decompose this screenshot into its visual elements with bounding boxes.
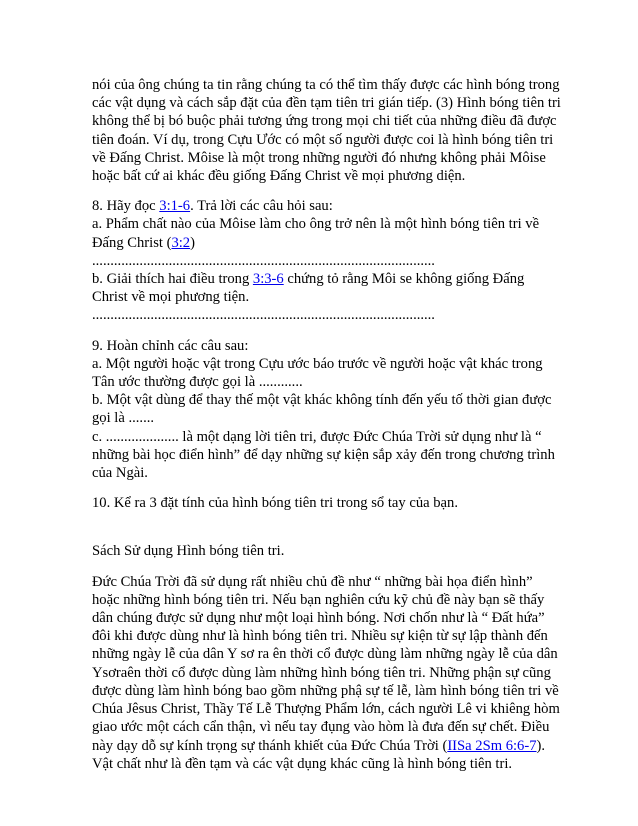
section-body: Đức Chúa Trời đã sử dụng rất nhiều chủ đề như “ những bài họa điển hình” hoặc những hình bóng tiên tri. Nếu bạn nghiên cứu kỹ chủ đề này bạn sẽ thấy dân chúng được sử dụng như một loại hình bóng. Nơi chốn như là “ Đất hứa” đôi khi được dùng như là hình bóng tiên tri. Nhiều sự kiện từ sự lập thành đến những ngày lễ của dân Y sơ ra ên thời cổ được dùng làm những ngày lễ của dân Ysơraên thời cổ được dùng làm những hình bóng tiên tri. Những phận sự cũng được dùng làm hình bóng bao gồm những phậ sự tế lễ, làm hình bóng tiên tri về Chúa Jêsus Christ, Thầy Tế Lễ Thượng Phẩm lớn, cách người Lê vi khiêng hòm giao ước một cách cẩn thận, vì nếu tay đụng vào hòm là đưa đến sự chết. Điều này dạy dỗ sự kính trọng sự thánh khiết của Đức Chúa Trời (IISa 2Sm 6:6-7). Vật chất như là đền tạm và các vật dụng khác cũng là hình bóng tiên tri. — [92, 573, 560, 772]
question-8a: a. Phẩm chất nào của Môise làm cho ông trở nên là một hình bóng tiên tri về Đấng Christ (3:2) — [92, 216, 540, 251]
scripture-link-3-2[interactable]: 3:2 — [171, 234, 191, 251]
question-10: 10. Kể ra 3 đặt tính của hình bóng tiên tri trong sổ tay của bạn. — [92, 495, 458, 512]
question-8b: b. Giải thích hai điều trong 3:3-6 chứng tỏ rằng Môi se không giống Đấng Christ về mọi phương tiện. — [92, 271, 525, 306]
question-9b: b. Một vật dùng để thay thế một vật khác không tính đến yếu tố thời gian được gọi là ....... — [92, 392, 552, 427]
scripture-link-3-3-6[interactable]: 3:3-6 — [252, 271, 284, 288]
scripture-link-2sm-6-6-7[interactable]: IISa 2Sm 6:6-7 — [447, 737, 537, 754]
question-8-intro: 8. Hãy đọc 3:1-6. Trả lời các câu hỏi sau: — [92, 198, 333, 215]
section-heading: Sách Sử dụng Hình bóng tiên tri. — [92, 543, 285, 560]
document-page — [92, 76, 562, 773]
question-9-intro: 9. Hoàn chỉnh các câu sau: — [92, 337, 249, 354]
scripture-link-3-1-6[interactable]: 3:1-6 — [159, 198, 191, 215]
paragraph-hinh-bong-tien-tri: nói của ông chúng ta tin rằng chúng ta có thể tìm thấy được các hình bóng trong các vật dụng và cách sắp đặt của đền tạm tiên tri gián tiếp. (3) Hình bóng tiên tri không thể bị bó buộc phải tương ứng trong mọi chi tiết của những điều đã được tiên đoán. Ví dụ, trong Cựu Ước có một số người được coi là hình bóng tiên tri về Đấng Christ. Môise là một trong những người đó nhưng không phải Môise hoặc bất cứ ai khác đều giống Đấng Christ về mọi phương diện. — [92, 77, 561, 185]
answer-line-8b: .............................................................................................. — [92, 307, 435, 324]
question-9c: c. .................... là một dạng lời tiên tri, được Đức Chúa Trời sử dụng như là “ những bài học điển hình” để dạy những sự kiện sắp xảy đến trong chương trình của Ngài. — [92, 428, 555, 482]
question-9a: a. Một người hoặc vật trong Cựu ước báo trước về người hoặc vật khác trong Tân ước thường được gọi là ............ — [92, 355, 543, 391]
answer-line-8a: .............................................................................................. — [92, 252, 435, 269]
